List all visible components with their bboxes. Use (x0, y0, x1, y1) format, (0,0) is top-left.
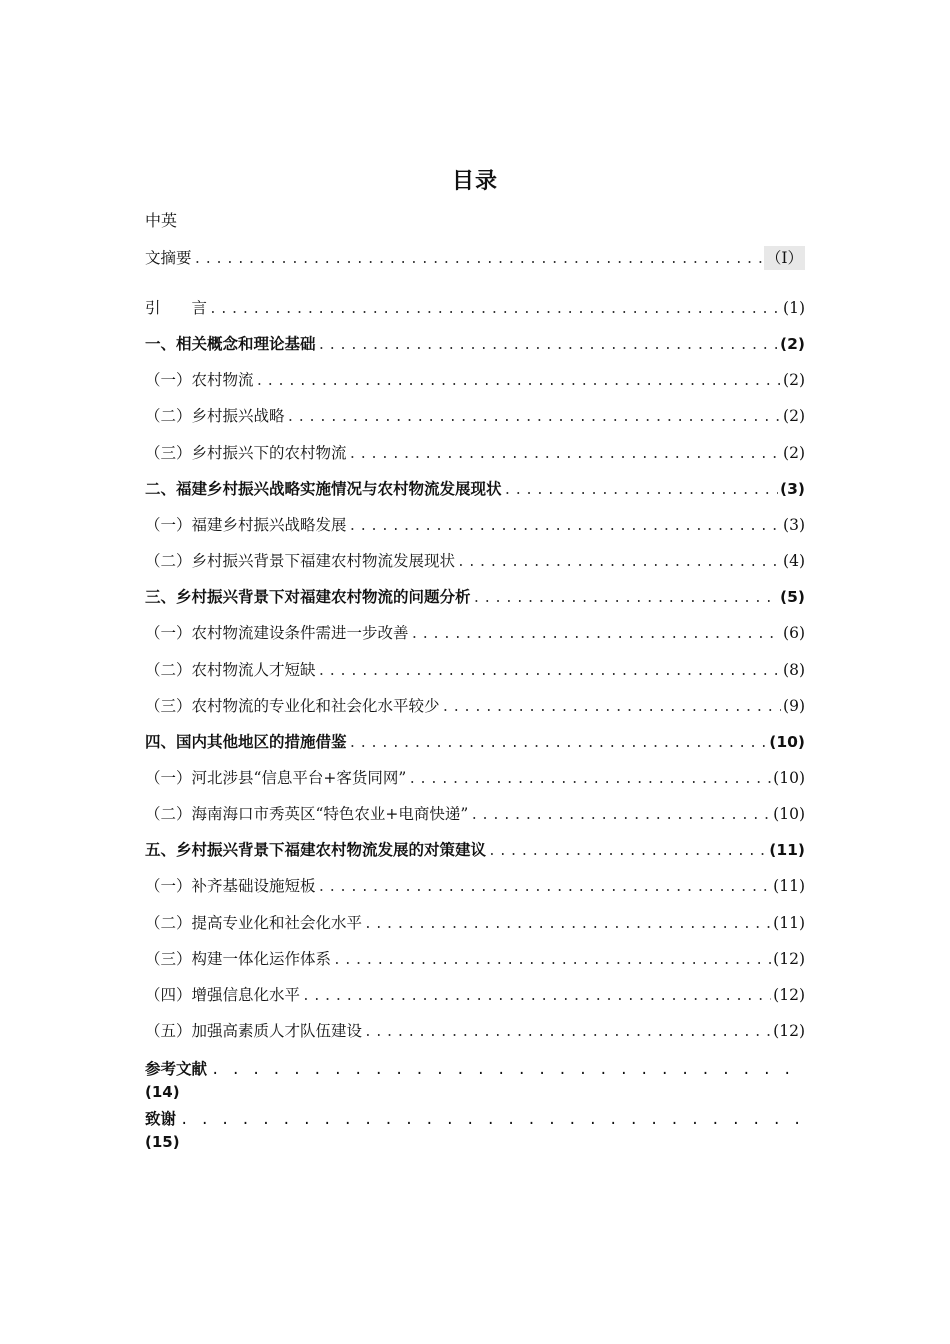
toc-entry-label: 参考文献 (145, 1060, 208, 1078)
abstract-label-line1: 中英 (145, 211, 178, 230)
toc-entry-page: (10) (773, 805, 805, 823)
leader-dots (364, 1021, 771, 1043)
toc-entry[interactable] (145, 441, 805, 465)
toc-entry-page: (2) (783, 444, 805, 462)
leader-dots (488, 840, 767, 862)
leader-dots (194, 248, 762, 270)
toc-entry[interactable] (145, 694, 805, 718)
toc-entry-page: (2) (780, 335, 805, 353)
toc-entry-label: 致谢 (145, 1110, 177, 1128)
toc-entry-label: （二）农村物流人才短缺 (145, 661, 316, 679)
toc-entry-label: （二）提高专业化和社会化水平 (145, 914, 363, 932)
toc-entry-page: (5) (780, 588, 805, 606)
toc-entry[interactable] (145, 983, 805, 1007)
toc-entry-label: （五）加强高素质人才队伍建设 (145, 1022, 363, 1040)
toc-entry[interactable] (145, 874, 805, 898)
toc-entry-page: (8) (783, 661, 805, 679)
toc-entry-page: (3) (780, 480, 805, 498)
toc-entry[interactable] (145, 332, 805, 356)
toc-entry-page: (3) (783, 516, 805, 534)
toc-entry-label: （一）补齐基础设施短板 (145, 877, 316, 895)
toc-entry-label: 三、乡村振兴背景下对福建农村物流的问题分析 (145, 588, 471, 606)
toc-entry-label: 二、福建乡村振兴战略实施情况与农村物流发展现状 (145, 480, 502, 498)
toc-entry-label: （二）海南海口市秀英区“特色农业+电商快递” (145, 805, 469, 823)
toc-entry[interactable] (145, 658, 805, 682)
toc-entry-label: （一）福建乡村振兴战略发展 (145, 516, 347, 534)
toc-entry-label: （四）增强信息化水平 (145, 986, 301, 1004)
toc-entry-page: （Ⅰ） (764, 246, 805, 270)
toc-entry-page: (15) (145, 1133, 180, 1151)
toc-entry-label: （一）河北涉县“信息平台+客货同网” (145, 769, 407, 787)
toc-entry-label: 四、国内其他地区的措施借鉴 (145, 733, 347, 751)
toc-entry-page: (11) (773, 914, 805, 932)
toc-entry[interactable] (145, 549, 805, 573)
toc-entry-label: （三）乡村振兴下的农村物流 (145, 444, 347, 462)
leader-dots (287, 406, 782, 428)
toc-entry[interactable] (145, 513, 805, 537)
toc-entry-page: (14) (145, 1083, 180, 1101)
toc-entry-page: (10) (769, 733, 805, 751)
toc-entry-label: （三）构建一体化运作体系 (145, 950, 332, 968)
toc-entry-page: (11) (773, 877, 805, 895)
toc-entry-page: (2) (783, 407, 805, 425)
toc-entry[interactable] (145, 477, 805, 501)
leader-dots (442, 696, 782, 718)
toc-entry-label: （一）农村物流 (145, 371, 254, 389)
toc-entry-label: 引 言 (145, 299, 208, 317)
page-title: 目录 (451, 169, 498, 194)
leader-dots (457, 551, 781, 573)
toc-entry-label: 一、相关概念和理论基础 (145, 335, 316, 353)
toc-entry-page: (12) (773, 950, 805, 968)
toc-entry-thanks[interactable] (145, 1107, 805, 1131)
leader-dots (349, 515, 782, 537)
toc-entry[interactable] (145, 947, 805, 971)
leader-dots (180, 1108, 805, 1131)
toc-entry[interactable] (145, 911, 805, 935)
toc-entry[interactable] (145, 368, 805, 392)
leader-dots (408, 768, 771, 790)
toc-entry-label: （三）农村物流的专业化和社会化水平较少 (145, 697, 440, 715)
toc-entry-page: (12) (773, 1022, 805, 1040)
toc-entry[interactable] (145, 621, 805, 645)
leader-dots (349, 732, 768, 754)
toc-entry[interactable] (145, 838, 805, 862)
toc-entry-label: 五、乡村振兴背景下福建农村物流发展的对策建议 (145, 841, 487, 859)
leader-dots (302, 985, 771, 1007)
leader-dots (318, 334, 779, 356)
toc-entry-label: （二）乡村振兴战略 (145, 407, 285, 425)
leader-dots (318, 660, 782, 682)
leader-dots (256, 370, 782, 392)
toc-entry[interactable] (145, 1019, 805, 1043)
toc-entry-intro[interactable] (145, 296, 805, 320)
toc-entry-page: (1) (783, 299, 805, 317)
toc-entry[interactable] (145, 766, 805, 790)
toc-entry-page: (12) (773, 986, 805, 1004)
toc-entry-references[interactable] (145, 1057, 805, 1081)
toc-entry[interactable] (145, 802, 805, 826)
toc-entry-page: (9) (783, 697, 805, 715)
toc-entry[interactable] (145, 730, 805, 754)
leader-dots (473, 587, 779, 609)
toc-entry-label: （二）乡村振兴背景下福建农村物流发展现状 (145, 552, 456, 570)
toc-entry-label: 文摘要 (145, 249, 192, 267)
leader-dots (318, 876, 772, 898)
toc-entry-label: （一）农村物流建设条件需进一步改善 (145, 624, 409, 642)
toc-entry-page: (6) (783, 624, 805, 642)
leader-dots (349, 443, 782, 465)
toc-entry-abstract[interactable] (145, 246, 805, 270)
leader-dots (504, 479, 779, 501)
leader-dots (364, 913, 771, 935)
leader-dots (411, 623, 782, 645)
toc-entry-page: (2) (783, 371, 805, 389)
leader-dots (333, 949, 771, 971)
toc-entry-page: (10) (773, 769, 805, 787)
leader-dots (209, 298, 781, 320)
toc-entry[interactable] (145, 585, 805, 609)
toc-entry[interactable] (145, 404, 805, 428)
leader-dots (470, 804, 771, 826)
leader-dots (211, 1058, 805, 1081)
toc-entry-page: (4) (783, 552, 805, 570)
toc-entry-page: (11) (769, 841, 805, 859)
